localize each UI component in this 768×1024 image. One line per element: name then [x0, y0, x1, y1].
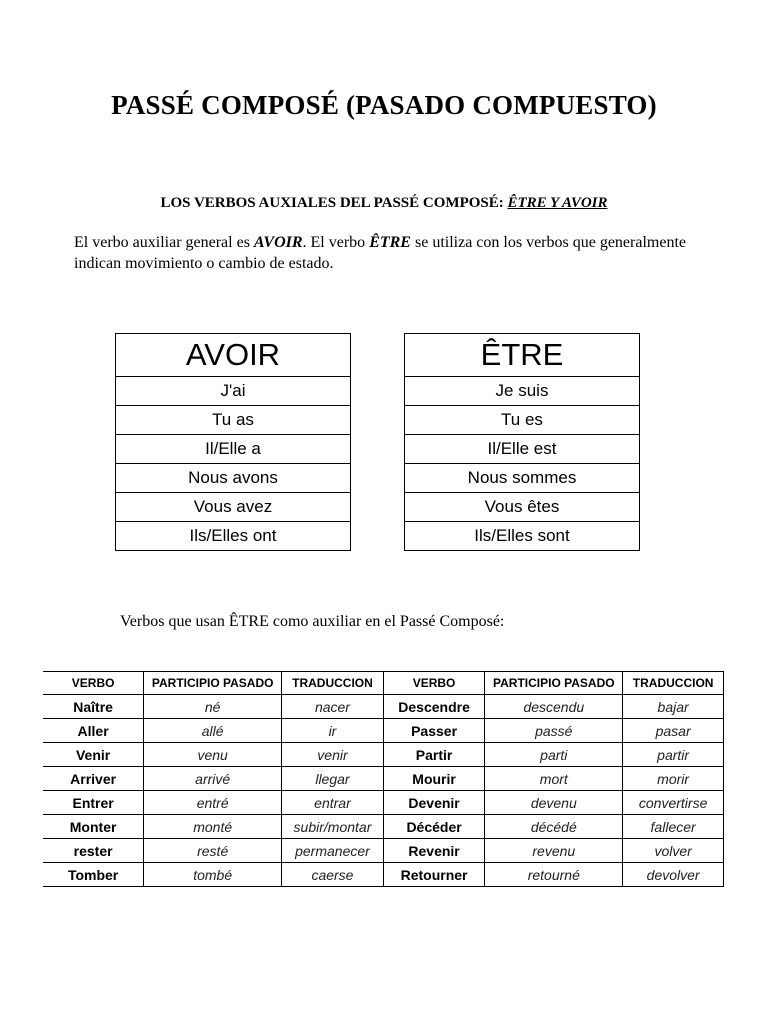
- verb-cell: Tomber: [43, 863, 144, 887]
- intro-text-2: . El verbo: [302, 234, 370, 251]
- table-row: [43, 815, 724, 839]
- participle-cell: revenu: [485, 839, 623, 863]
- verb-cell: Retourner: [383, 863, 485, 887]
- intro-etre: ÊTRE: [369, 234, 411, 251]
- participle-cell: passé: [485, 719, 623, 743]
- subtitle-emphasis: ÊTRE Y AVOIR: [507, 195, 608, 211]
- etre-row: Je suis: [405, 377, 640, 406]
- verb-cell: Naître: [43, 695, 144, 719]
- table-row: [43, 695, 724, 719]
- avoir-conjugation-table: [115, 333, 351, 551]
- participle-cell: arrivé: [144, 767, 282, 791]
- participle-cell: allé: [144, 719, 282, 743]
- etre-row: Tu es: [405, 406, 640, 435]
- verb-cell: Arriver: [43, 767, 144, 791]
- participle-cell: parti: [485, 743, 623, 767]
- table-row: [43, 743, 724, 767]
- table-header-row: [43, 672, 724, 695]
- participle-cell: tombé: [144, 863, 282, 887]
- participle-cell: devenu: [485, 791, 623, 815]
- verb-cell: Aller: [43, 719, 144, 743]
- participle-cell: resté: [144, 839, 282, 863]
- participle-cell: né: [144, 695, 282, 719]
- translation-cell: permanecer: [282, 839, 384, 863]
- verb-cell: Monter: [43, 815, 144, 839]
- etre-conjugation-table: [404, 333, 640, 551]
- table-row: [43, 719, 724, 743]
- translation-cell: venir: [282, 743, 384, 767]
- verb-cell: Revenir: [383, 839, 485, 863]
- avoir-row: Nous avons: [116, 464, 351, 493]
- translation-cell: convertirse: [623, 791, 724, 815]
- participle-cell: retourné: [485, 863, 623, 887]
- intro-text-1: El verbo auxiliar general es: [74, 234, 254, 251]
- translation-cell: caerse: [282, 863, 384, 887]
- translation-cell: volver: [623, 839, 724, 863]
- etre-row: Vous êtes: [405, 493, 640, 522]
- section-subtitle: [0, 195, 768, 212]
- participle-cell: mort: [485, 767, 623, 791]
- etre-row: Il/Elle est: [405, 435, 640, 464]
- etre-header: ÊTRE: [405, 334, 640, 377]
- avoir-row: Il/Elle a: [116, 435, 351, 464]
- verb-cell: Partir: [383, 743, 485, 767]
- participle-cell: monté: [144, 815, 282, 839]
- table-row: [43, 791, 724, 815]
- etre-row: Ils/Elles sont: [405, 522, 640, 551]
- etre-verbs-table: [43, 671, 724, 887]
- intro-text-3: se utiliza con los verbos que generalmente indican movimiento o cambio de estado.: [74, 234, 686, 272]
- etre-row: Nous sommes: [405, 464, 640, 493]
- col-header: PARTICIPIO PASADO: [485, 672, 623, 695]
- intro-avoir: AVOIR: [253, 234, 303, 251]
- translation-cell: llegar: [282, 767, 384, 791]
- verb-cell: Décéder: [383, 815, 485, 839]
- verb-cell: rester: [43, 839, 144, 863]
- translation-cell: pasar: [623, 719, 724, 743]
- avoir-row: J'ai: [116, 377, 351, 406]
- col-header: PARTICIPIO PASADO: [144, 672, 282, 695]
- intro-paragraph: [74, 232, 714, 274]
- participle-cell: décédé: [485, 815, 623, 839]
- avoir-row: Vous avez: [116, 493, 351, 522]
- table-row: [43, 839, 724, 863]
- translation-cell: partir: [623, 743, 724, 767]
- verb-cell: Venir: [43, 743, 144, 767]
- participle-cell: entré: [144, 791, 282, 815]
- col-header: TRADUCCION: [282, 672, 384, 695]
- verb-cell: Devenir: [383, 791, 485, 815]
- col-header: VERBO: [43, 672, 144, 695]
- subtitle-prefix: LOS VERBOS AUXIALES DEL PASSÉ COMPOSÉ:: [160, 195, 504, 211]
- verb-cell: Mourir: [383, 767, 485, 791]
- translation-cell: entrar: [282, 791, 384, 815]
- table-row: [43, 767, 724, 791]
- translation-cell: morir: [623, 767, 724, 791]
- translation-cell: subir/montar: [282, 815, 384, 839]
- col-header: TRADUCCION: [623, 672, 724, 695]
- page-title: PASSÉ COMPOSÉ (PASADO COMPUESTO): [111, 90, 657, 120]
- translation-cell: ir: [282, 719, 384, 743]
- participle-cell: descendu: [485, 695, 623, 719]
- avoir-row: Tu as: [116, 406, 351, 435]
- col-header: VERBO: [383, 672, 485, 695]
- participle-cell: venu: [144, 743, 282, 767]
- verb-cell: Descendre: [383, 695, 485, 719]
- table-row: [43, 863, 724, 887]
- verb-cell: Passer: [383, 719, 485, 743]
- avoir-header: AVOIR: [116, 334, 351, 377]
- avoir-row: Ils/Elles ont: [116, 522, 351, 551]
- translation-cell: fallecer: [623, 815, 724, 839]
- verb-cell: Entrer: [43, 791, 144, 815]
- translation-cell: nacer: [282, 695, 384, 719]
- translation-cell: bajar: [623, 695, 724, 719]
- verb-list-intro: Verbos que usan ÊTRE como auxiliar en el Passé Composé:: [120, 613, 505, 630]
- translation-cell: devolver: [623, 863, 724, 887]
